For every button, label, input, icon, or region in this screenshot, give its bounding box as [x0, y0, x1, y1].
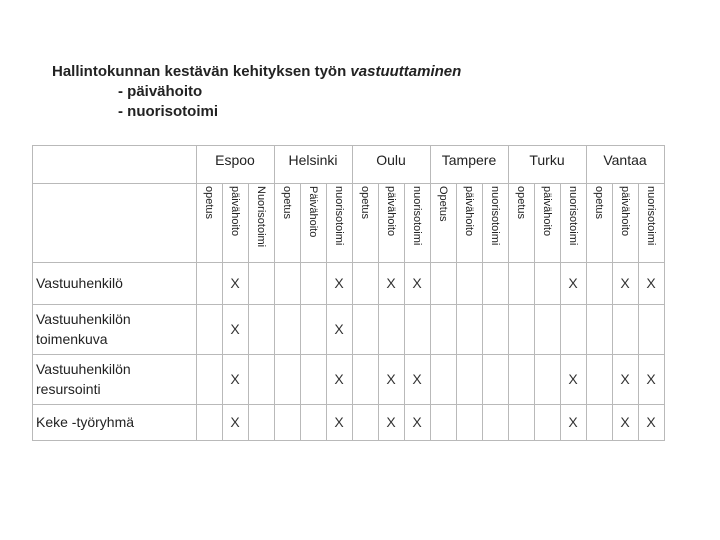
- x-mark: X: [334, 321, 344, 337]
- subheader-2: Nuorisotoimi: [255, 186, 267, 248]
- table-left-border: [32, 145, 33, 440]
- x-mark: X: [230, 321, 240, 337]
- subheader-4: Päivähoito: [307, 186, 319, 238]
- subheader-7: päivähoito: [385, 186, 397, 237]
- subheader-9: Opetus: [437, 186, 449, 222]
- x-mark: X: [230, 371, 240, 387]
- x-mark: X: [412, 371, 422, 387]
- subheader-6: opetus: [359, 186, 371, 220]
- x-mark: X: [386, 275, 396, 291]
- subheader-10: päivähoito: [463, 186, 475, 237]
- city-header-helsinki: Helsinki: [288, 152, 338, 168]
- x-mark: X: [568, 371, 578, 387]
- title-line-main: Hallintokunnan kestävän kehityksen työn vastuuttaminen: [52, 63, 462, 80]
- x-mark: X: [386, 371, 396, 387]
- row-label: Vastuuhenkilön resursointi: [36, 361, 131, 397]
- x-mark: X: [568, 275, 578, 291]
- x-mark: X: [646, 414, 656, 430]
- x-mark: X: [620, 414, 630, 430]
- row-label: Vastuuhenkilö: [36, 275, 123, 291]
- title-line-paivahoito: - päivähoito: [118, 83, 203, 100]
- city-header-espoo: Espoo: [215, 152, 255, 168]
- subheader-13: päivähoito: [541, 186, 553, 237]
- city-column-divider: [664, 145, 665, 440]
- row-divider: [32, 440, 665, 441]
- subheader-11: nuorisotoimi: [489, 186, 501, 246]
- subheader-8: nuorisotoimi: [411, 186, 423, 246]
- subheader-15: opetus: [593, 186, 605, 220]
- x-mark: X: [646, 275, 656, 291]
- x-mark: X: [568, 414, 578, 430]
- row-divider: [32, 354, 665, 355]
- subheader-14: nuorisotoimi: [567, 186, 579, 246]
- x-mark: X: [386, 414, 396, 430]
- subheader-5: nuorisotoimi: [333, 186, 345, 246]
- x-mark: X: [334, 414, 344, 430]
- row-label: Vastuuhenkilön toimenkuva: [36, 311, 131, 347]
- x-mark: X: [620, 371, 630, 387]
- x-mark: X: [334, 371, 344, 387]
- city-header-oulu: Oulu: [376, 152, 406, 168]
- subheader-0: opetus: [203, 186, 215, 220]
- city-header-turku: Turku: [529, 152, 565, 168]
- x-mark: X: [230, 414, 240, 430]
- row-divider: [32, 404, 665, 405]
- city-header-vantaa: Vantaa: [603, 152, 647, 168]
- x-mark: X: [334, 275, 344, 291]
- subheader-16: päivähoito: [619, 186, 631, 237]
- city-header-divider: [32, 183, 665, 184]
- subheader-17: nuorisotoimi: [645, 186, 657, 246]
- row-label: Keke -työryhmä: [36, 414, 135, 430]
- subheader-3: opetus: [281, 186, 293, 220]
- x-mark: X: [230, 275, 240, 291]
- x-mark: X: [412, 414, 422, 430]
- title-line-nuorisotoimi: - nuorisotoimi: [118, 103, 218, 120]
- title-emphasis: vastuuttaminen: [350, 63, 462, 80]
- x-mark: X: [620, 275, 630, 291]
- row-divider: [32, 304, 665, 305]
- table-top-border: [32, 145, 665, 146]
- city-header-tampere: Tampere: [441, 152, 497, 168]
- x-mark: X: [412, 275, 422, 291]
- subheader-12: opetus: [515, 186, 527, 220]
- subheader-1: päivähoito: [229, 186, 241, 237]
- x-mark: X: [646, 371, 656, 387]
